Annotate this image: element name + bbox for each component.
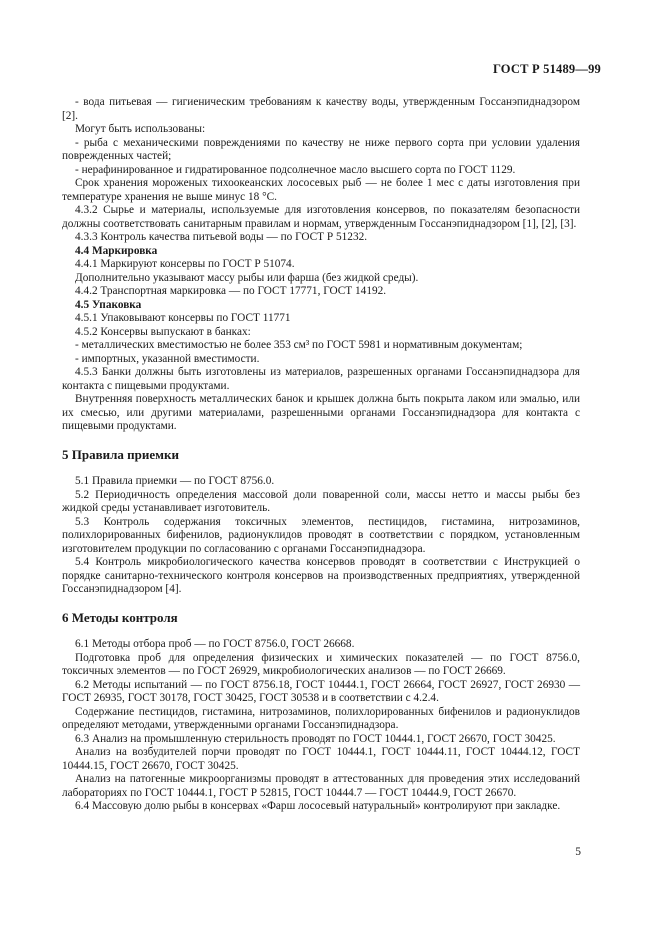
page-number: 5 bbox=[575, 846, 581, 858]
paragraph: Внутренняя поверхность металлических банок и крышек должна быть покрыта лаком или эмалью, или их смесью, или другими материалами, разрешенными органами Госсанэпиднадзора для контакта с пищевыми продуктами. bbox=[62, 393, 580, 432]
paragraph: 6.4 Массовую долю рыбы в консервах «Фарш лососевый натуральный» контролируют при закладке. bbox=[75, 800, 561, 812]
paragraph: 4.3.2 Сырье и материалы, используемые для изготовления консервов, по показателям безопасности должны соответствовать санитарным правилам и нормам, утвержденным Госсанэпиднадзором [1], [2], [3]. bbox=[62, 204, 580, 230]
paragraph: - нерафинированное и гидратированное подсолнечное масло высшего сорта по ГОСТ 1129. bbox=[75, 163, 516, 176]
paragraph: 6.2 Методы испытаний — по ГОСТ 8756.18, ГОСТ 10444.1, ГОСТ 26664, ГОСТ 26927, ГОСТ 26930 — ГОСТ 26935, ГОСТ 30178, ГОСТ 30425, ГОСТ 30538 и в соответствии с 4.2.4. bbox=[62, 678, 580, 704]
paragraph: 5.2 Периодичность определения массовой доли поваренной соли, массы нетто и массы рыбы без жидкой среды устанавливает изготовитель. bbox=[62, 488, 580, 514]
paragraph: - вода питьевая — гигиеническим требованиям к качеству воды, утвержденным Госсанэпиднадзором [2]. bbox=[62, 96, 580, 122]
paragraph: 6.1 Методы отбора проб — по ГОСТ 8756.0, ГОСТ 26668. bbox=[75, 638, 355, 650]
paragraph: 4.5.3 Банки должны быть изготовлены из материалов, разрешенных органами Госсанэпиднадзора для контакта с пищевыми продуктами. bbox=[62, 366, 580, 392]
paragraph: - металлических вместимостью не более 353 см³ по ГОСТ 5981 и нормативным документам; bbox=[75, 339, 523, 351]
paragraph: 5.4 Контроль микробиологического качества консервов проводят в соответствии с Инструкцией о порядке санитарно-технического контроля консервов на производственных предприятиях, утвержденной Госсанэпиднадзором [4]. bbox=[62, 556, 580, 595]
paragraph: Анализ на возбудителей порчи проводят по ГОСТ 10444.1, ГОСТ 10444.11, ГОСТ 10444.12, ГОСТ 10444.15, ГОСТ 26670, ГОСТ 30425. bbox=[62, 746, 580, 772]
paragraph: Анализ на патогенные микроорганизмы проводят в аттестованных для проведения этих исследований лабораториях по ГОСТ 10444.1, ГОСТ Р 52815, ГОСТ 10444.7 — ГОСТ 10444.9, ГОСТ 26670. bbox=[62, 773, 580, 799]
paragraph: Дополнительно указывают массу рыбы или фарша (без жидкой среды). bbox=[75, 271, 419, 284]
paragraph: 4.5.1 Упаковывают консервы по ГОСТ 11771 bbox=[75, 312, 291, 324]
paragraph: 5.3 Контроль содержания токсичных элементов, пестицидов, гистамина, нитрозаминов, полихлорированных бифенилов, радионуклидов проводят в соответствии с порядком, установленным изготовителем продукции по согласованию с органами Госсанэпиднадзора. bbox=[62, 515, 580, 555]
paragraph: 4.4.2 Транспортная маркировка — по ГОСТ 17771, ГОСТ 14192. bbox=[75, 285, 387, 297]
paragraph: 4.3.3 Контроль качества питьевой воды — по ГОСТ Р 51232. bbox=[75, 231, 368, 243]
paragraph: 4.5.2 Консервы выпускают в банках: bbox=[75, 325, 251, 338]
paragraph: Содержание пестицидов, гистамина, нитрозаминов, полихлорированных бифенилов и радионуклидов определяют методами, утвержденными органами Госсанэпиднадзора. bbox=[62, 705, 580, 731]
subsection-heading: 4.5 Упаковка bbox=[75, 298, 142, 311]
document-header: ГОСТ Р 51489—99 bbox=[492, 62, 601, 76]
section-heading: 6 Методы контроля bbox=[62, 609, 178, 625]
paragraph: Могут быть использованы: bbox=[75, 123, 206, 135]
paragraph: - импортных, указанной вместимости. bbox=[75, 352, 260, 365]
subsection-heading: 4.4 Маркировка bbox=[75, 244, 158, 257]
paragraph: Срок хранения мороженых тихоокеанских лососевых рыб — не более 1 мес с даты изготовления при температуре хранения не выше минус 18 °С. bbox=[62, 177, 580, 203]
paragraph: - рыба с механическими повреждениями по качеству не ниже первого сорта при условии удаления поврежденных частей; bbox=[62, 136, 580, 162]
paragraph: Подготовка проб для определения физических и химических показателей — по ГОСТ 8756.0, токсичных элементов — по ГОСТ 26929, микробиологических анализов — по ГОСТ 26669. bbox=[62, 651, 580, 677]
paragraph: 6.3 Анализ на промышленную стерильность проводят по ГОСТ 10444.1, ГОСТ 26670, ГОСТ 30425. bbox=[75, 732, 556, 745]
section-heading: 5 Правила приемки bbox=[62, 446, 179, 462]
paragraph: 4.4.1 Маркируют консервы по ГОСТ Р 51074. bbox=[75, 258, 295, 270]
document-body bbox=[62, 96, 580, 814]
paragraph: 5.1 Правила приемки — по ГОСТ 8756.0. bbox=[75, 475, 275, 487]
